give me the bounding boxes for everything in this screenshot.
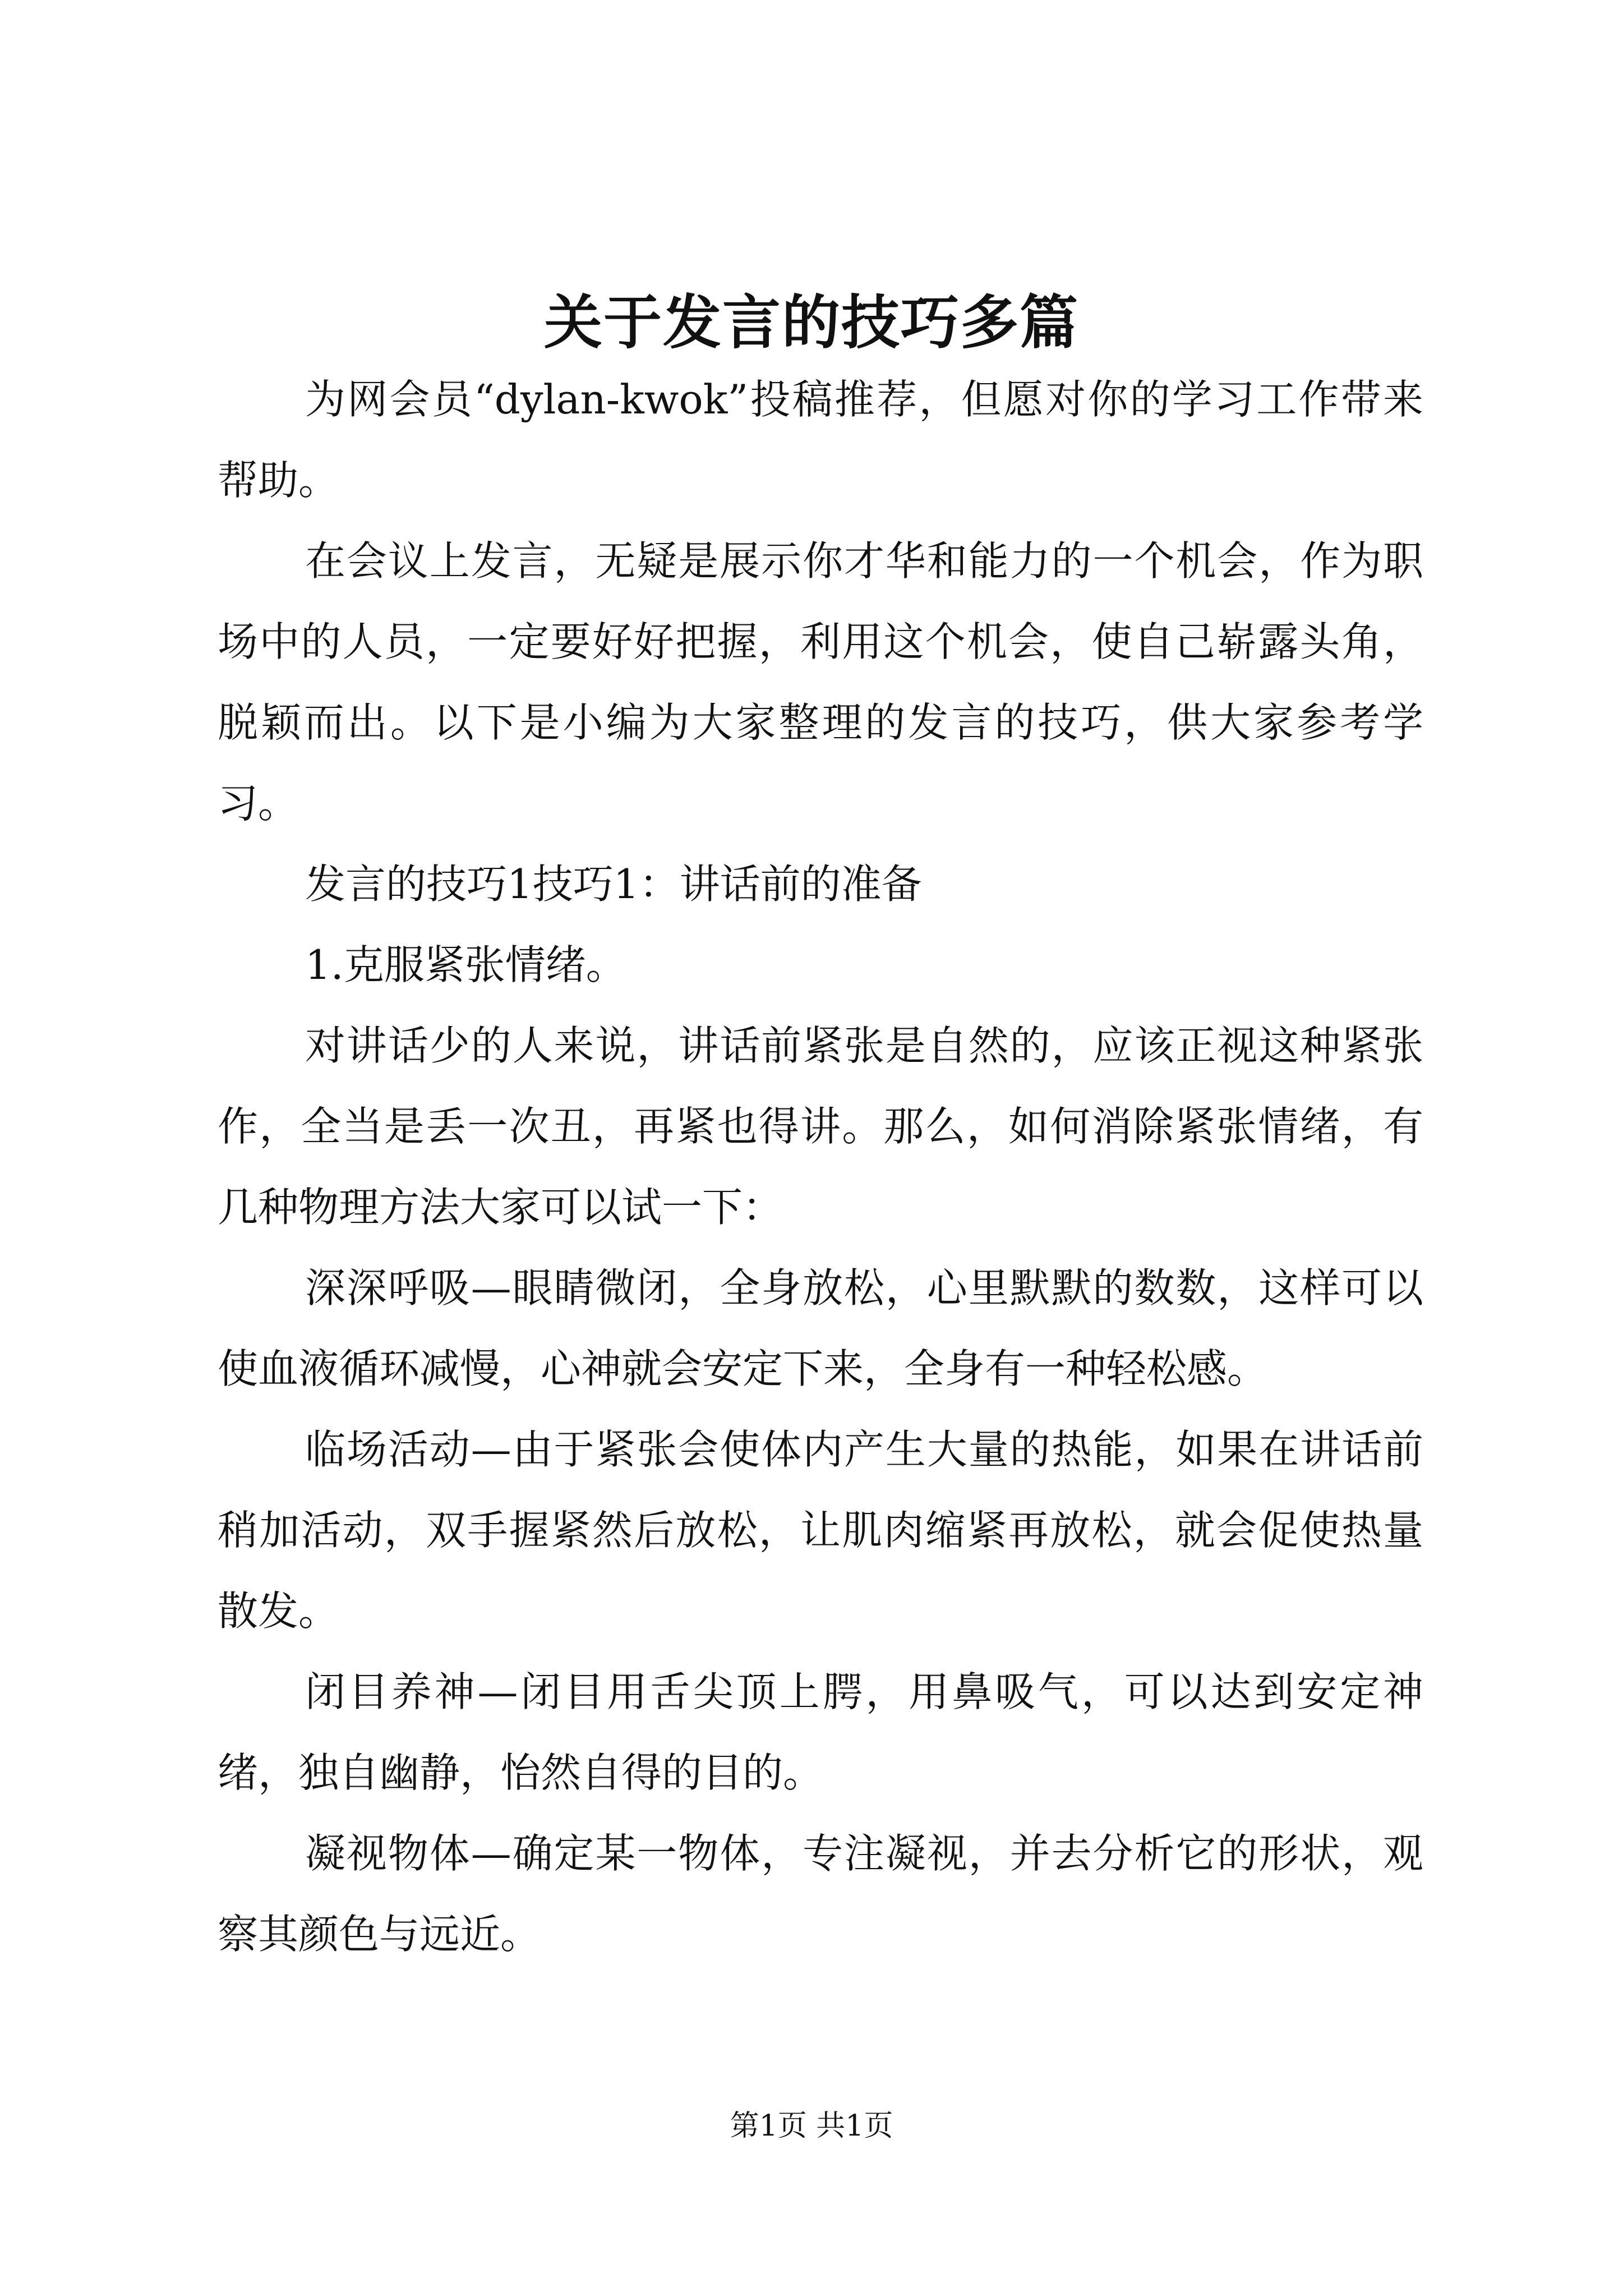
paragraph: 临场活动—由于紧张会使体内产生大量的热能，如果在讲话前稍加活动，双手握紧然后放松，让肌肉缩紧再放松，就会促使热量散发。 [218, 1426, 1423, 1635]
paragraph: 闭目养神—闭目用舌尖顶上腭，用鼻吸气，可以达到安定神绪，独自幽静，怡然自得的目的。 [218, 1668, 1423, 1796]
paragraph: 在会议上发言，无疑是展示你才华和能力的一个机会，作为职场中的人员，一定要好好把握，利用这个机会，使自己崭露头角，脱颖而出。以下是小编为大家整理的发言的技巧，供大家参考学习。 [218, 537, 1423, 827]
page-footer: 第1页 共1页 [730, 2109, 893, 2143]
document-title: 关于发言的技巧多篇 [543, 288, 1079, 357]
document-body [218, 359, 1423, 1975]
section-heading: 发言的技巧1技巧1：讲话前的准备 [305, 861, 922, 908]
paragraph: 深深呼吸—眼睛微闭，全身放松，心里默默的数数，这样可以使血液循环减慢，心神就会安定下来，全身有一种轻松感。 [218, 1264, 1423, 1392]
paragraph: 凝视物体—确定某一物体，专注凝视，并去分析它的形状，观察其颜色与远近。 [218, 1830, 1423, 1958]
list-item-heading: 1.克服紧张情绪。 [305, 941, 626, 988]
paragraph: 为网会员“dylan-kwok”投稿推荐，但愿对你的学习工作带来帮助。 [218, 376, 1423, 504]
paragraph: 对讲话少的人来说，讲话前紧张是自然的，应该正视这种紧张作，全当是丢一次丑，再紧也得讲。那么，如何消除紧张情绪，有几种物理方法大家可以试一下： [218, 1022, 1423, 1231]
